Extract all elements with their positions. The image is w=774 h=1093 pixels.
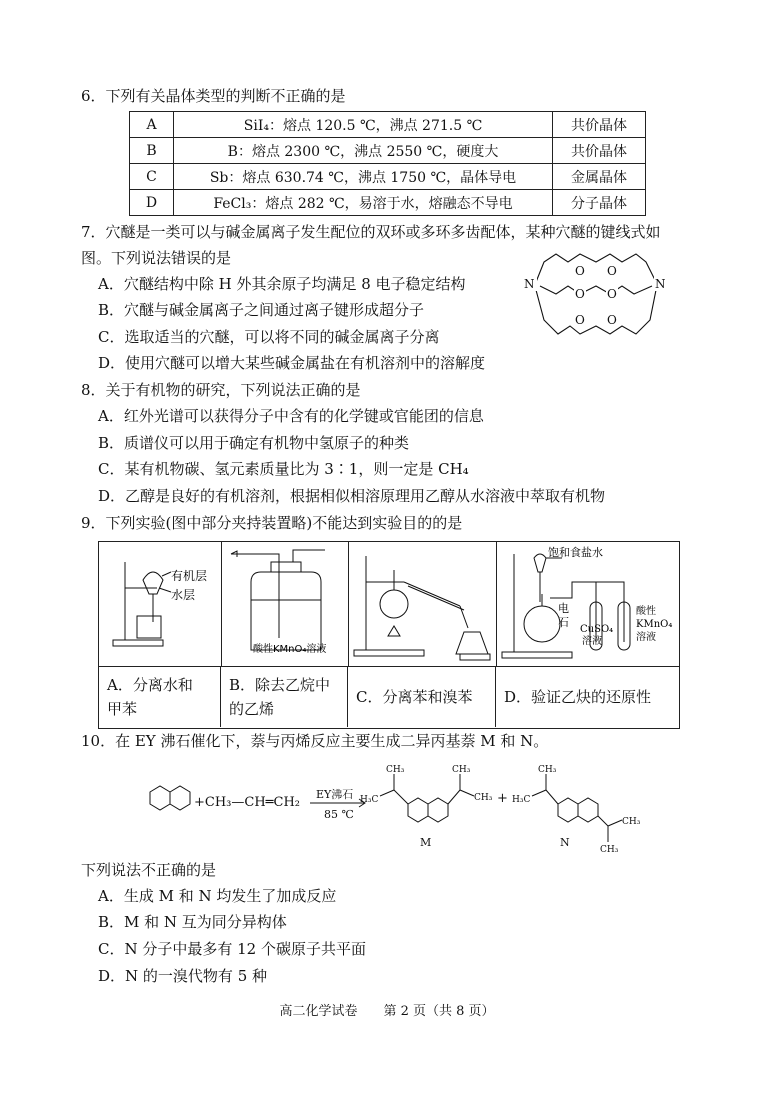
caption-d [496,667,679,727]
atom-n-right: N [655,277,666,291]
atom-o: O [607,264,617,278]
acid-kmno4-label-3: 溶液 [636,632,656,643]
q10-option-b: B．M 和 N 互为同分异构体 [98,913,287,931]
m-ch3-right: CH₃ [474,793,493,803]
temperature-label: 85 ℃ [324,808,354,821]
q7-stem-line2: 图。下列说法错误的是 [81,249,232,267]
row-letter: B [130,138,174,164]
row-letter: D [130,190,174,216]
row-desc: Sb：熔点 630.74 ℃，沸点 1750 ℃，晶体导电 [174,164,553,190]
q7-option-c: C．选取适当的穴醚，可以将不同的碱金属离子分离 [98,328,440,346]
plus-sign: + [497,791,508,806]
water-layer-label: 水层 [171,588,196,602]
organic-layer-label: 有机层 [171,569,208,583]
row-type: 金属晶体 [553,164,646,190]
row-desc: FeCl₃：熔点 282 ℃，易溶于水，熔融态不导电 [174,190,553,216]
n-ch3-top: CH₃ [538,765,557,775]
label-n: N [560,836,570,849]
page-footer: 高二化学试卷 第 2 页（共 8 页） [279,1004,495,1019]
reaction-scheme [140,760,640,852]
caption-b-line1: B．除去乙烷中 [229,676,331,694]
q10-option-a: A．生成 M 和 N 均发生了加成反应 [98,887,337,905]
q8-option-a: A．红外光谱可以获得分子中含有的化学键或官能团的信息 [98,407,484,425]
q10-option-c: C．N 分子中最多有 12 个碳原子共平面 [98,940,366,958]
apparatus-d [496,542,679,666]
row-letter: C [130,164,174,190]
caption-a-line1: A．分离水和 [107,676,193,694]
row-type: 分子晶体 [553,190,646,216]
q9-experiment-table [98,541,680,729]
atom-n-left: N [524,277,535,291]
acid-kmno4-label-1: 酸性 [636,606,656,617]
q7-option-a: A．穴醚结构中除 H 外其余原子均满足 8 电子稳定结构 [98,275,466,293]
m-ch3-top-right: CH₃ [452,765,471,775]
q6-table [129,111,646,216]
atom-o: O [575,313,585,327]
caption-d-line1: D．验证乙炔的还原性 [504,688,652,706]
q7-stem-line1: 7．穴醚是一类可以与碱金属离子发生配位的双环或多环多齿配体，某种穴醚的键线式如 [81,223,661,241]
row-desc: B：熔点 2300 ℃，沸点 2550 ℃，硬度大 [174,138,553,164]
m-ch3-top-left: CH₃ [386,765,405,775]
n-h3c-left: H₃C [512,795,531,805]
q8-option-c: C．某有机物碳、氢元素质量比为 3∶1，则一定是 CH₄ [98,460,469,478]
m-h3c-left: H₃C [360,795,379,805]
q7-option-b: B．穴醚与碱金属离子之间通过离子键形成超分子 [98,301,425,319]
caption-b [221,667,348,727]
acid-kmno4-label-2: KMnO₄ [636,619,673,630]
apparatus-c [348,542,497,666]
caption-a-line2: 甲苯 [107,700,138,718]
carbide-label-1: 电 [558,602,569,615]
caption-a [99,667,221,727]
n-ch3-bottom: CH₃ [600,845,619,852]
catalyst-label: EY沸石 [316,788,354,801]
cuso4-label-1: CuSO₄ [580,624,614,635]
brine-label: 饱和食盐水 [548,546,603,559]
kmno4-solution-label: 酸性KMnO₄溶液 [253,644,327,655]
row-letter: A [130,112,174,138]
n-ch3-right: CH₃ [622,817,640,827]
apparatus-b [221,542,349,666]
caption-b-line2: 的乙烯 [229,700,275,718]
q8-option-b: B．质谱仪可以用于确定有机物中氢原子的种类 [98,434,410,452]
q9-stem: 9．下列实验(图中部分夹持装置略)不能达到实验目的的是 [81,514,463,532]
atom-o: O [607,313,617,327]
atom-o: O [575,287,585,301]
caption-c [348,667,496,727]
row-type: 共价晶体 [553,138,646,164]
table-row [130,138,646,164]
atom-o: O [575,264,585,278]
q10-stem: 10．在 EY 沸石催化下，萘与丙烯反应主要生成二异丙基萘 M 和 N。 [81,732,549,750]
propene-reagent: +CH₃—CH═CH₂ [194,795,300,810]
label-m: M [420,836,432,849]
caption-c-line1: C．分离苯和溴苯 [356,688,473,706]
q6-stem: 6．下列有关晶体类型的判断不正确的是 [81,87,346,105]
carbide-label-2: 石 [558,616,569,629]
q10-sub-stem: 下列说法不正确的是 [81,861,217,879]
cryptand-structure [518,248,678,344]
table-row [130,112,646,138]
q7-option-d: D．使用穴醚可以增大某些碱金属盐在有机溶剂中的溶解度 [98,354,486,372]
apparatus-a [99,542,222,666]
table-row [130,164,646,190]
q10-option-d: D．N 的一溴代物有 5 种 [98,967,267,985]
cuso4-label-2: 溶液 [582,636,602,647]
q8-option-d: D．乙醇是良好的有机溶剂，根据相似相溶原理用乙醇从水溶液中萃取有机物 [98,487,606,505]
table-row [130,190,646,216]
row-type: 共价晶体 [553,112,646,138]
q8-stem: 8．关于有机物的研究，下列说法正确的是 [81,381,361,399]
atom-o: O [607,287,617,301]
row-desc: SiI₄：熔点 120.5 ℃，沸点 271.5 ℃ [174,112,553,138]
